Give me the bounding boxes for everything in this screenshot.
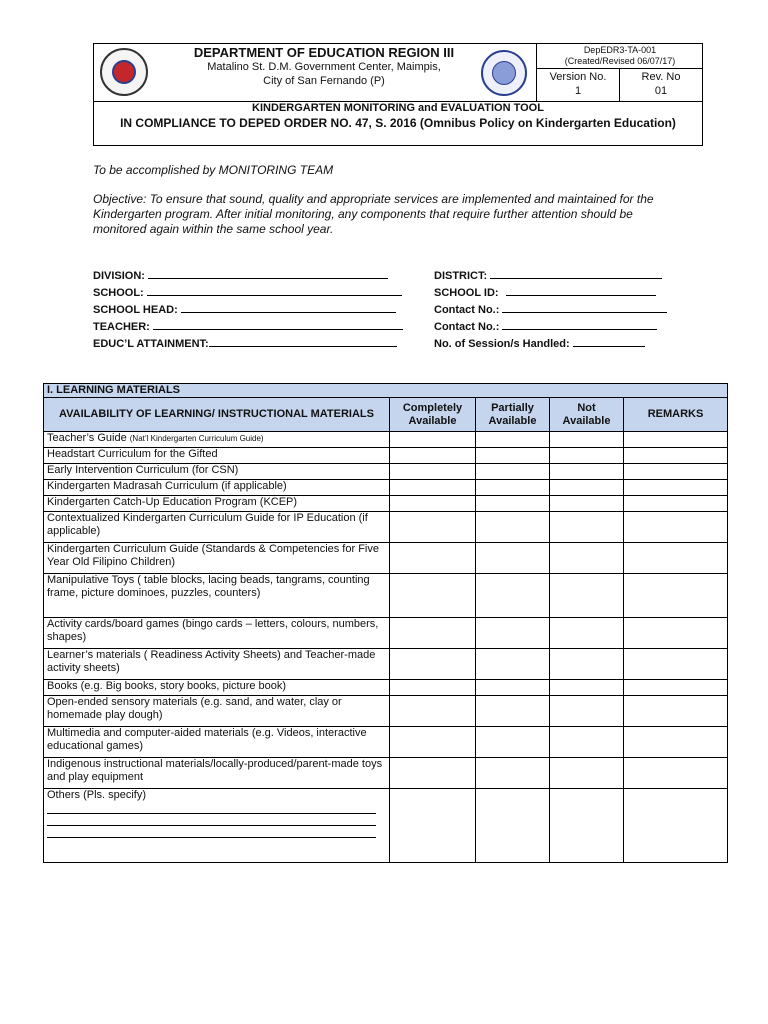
remarks-cell[interactable]	[624, 758, 728, 789]
partially-available-cell[interactable]	[476, 618, 550, 649]
not-available-cell[interactable]	[550, 574, 624, 618]
others-blank-line[interactable]	[47, 807, 376, 814]
completely-available-cell[interactable]	[390, 758, 476, 789]
teacher-input[interactable]	[153, 319, 403, 330]
table-row	[44, 574, 728, 618]
partially-available-cell[interactable]	[476, 649, 550, 680]
remarks-cell[interactable]	[624, 480, 728, 496]
remarks-cell[interactable]	[624, 727, 728, 758]
completely-available-cell[interactable]	[390, 496, 476, 512]
not-available-cell[interactable]	[550, 727, 624, 758]
teacher-label: TEACHER:	[93, 321, 150, 333]
version-cell	[537, 70, 619, 98]
not-available-cell[interactable]	[550, 618, 624, 649]
item-cell: Multimedia and computer-aided materials (e.g. Videos, interactive educational games)	[44, 727, 390, 758]
partially-available-cell[interactable]	[476, 696, 550, 727]
remarks-cell[interactable]	[624, 574, 728, 618]
table-row	[44, 512, 728, 543]
table-row	[44, 464, 728, 480]
partially-available-cell[interactable]	[476, 480, 550, 496]
not-available-cell[interactable]	[550, 432, 624, 448]
not-available-cell[interactable]	[550, 512, 624, 543]
department-name: DEPARTMENT OF EDUCATION REGION III	[193, 45, 455, 60]
remarks-cell[interactable]	[624, 696, 728, 727]
table-row	[44, 696, 728, 727]
completely-available-cell[interactable]	[390, 789, 476, 863]
item-cell: Contextualized Kindergarten Curriculum Guide for IP Education (if applicable)	[44, 512, 390, 543]
school-head-field	[93, 302, 396, 316]
column-header-row	[44, 398, 728, 432]
form-subtitle: IN COMPLIANCE TO DEPED ORDER NO. 47, S. 2016 (Omnibus Policy on Kindergarten Education)	[120, 116, 676, 130]
item-cell: Kindergarten Curriculum Guide (Standards & Competencies for Five Year Old Filipino Children)	[44, 543, 390, 574]
column-header-completely-available: Completely Available	[390, 398, 476, 432]
sessions-field	[434, 336, 645, 350]
version-value: 1	[574, 85, 582, 97]
version-label: Version No.	[549, 71, 607, 83]
district-label: DISTRICT:	[434, 270, 488, 282]
section-header-row	[44, 384, 728, 398]
item-label: Others (Pls. specify)	[47, 789, 147, 801]
remarks-cell[interactable]	[624, 789, 728, 863]
remarks-cell[interactable]	[624, 543, 728, 574]
completely-available-cell[interactable]	[390, 512, 476, 543]
document-code-box	[536, 44, 702, 101]
not-available-cell[interactable]	[550, 649, 624, 680]
completely-available-cell[interactable]	[390, 649, 476, 680]
table-row	[44, 649, 728, 680]
column-header-partially-available: Partially Available	[476, 398, 550, 432]
table-row	[44, 448, 728, 464]
document-code: DepEDR3-TA-001	[583, 45, 657, 55]
instruction-text: To be accomplished by MONITORING TEAM	[93, 163, 334, 177]
partially-available-cell[interactable]	[476, 680, 550, 696]
partially-available-cell[interactable]	[476, 496, 550, 512]
item-cell: Open-ended sensory materials (e.g. sand, and water, clay or homemade play dough)	[44, 696, 390, 727]
completely-available-cell[interactable]	[390, 696, 476, 727]
form-title: KINDERGARTEN MONITORING and EVALUATION TOOL	[252, 102, 544, 114]
table-row	[44, 727, 728, 758]
objective-text: To ensure that sound, quality and appropriate services are implemented and maintained for the Kindergarten program. After initial monitoring, any components that require further attention should be monitored again within the same school year.	[93, 192, 654, 236]
item-cell: Books (e.g. Big books, story books, picture book)	[44, 680, 390, 696]
divider	[537, 68, 703, 69]
partially-available-cell[interactable]	[476, 727, 550, 758]
document-header	[93, 43, 703, 146]
remarks-cell[interactable]	[624, 496, 728, 512]
partially-available-cell[interactable]	[476, 758, 550, 789]
partially-available-cell[interactable]	[476, 448, 550, 464]
school-id-label: SCHOOL ID:	[434, 287, 499, 299]
not-available-cell[interactable]	[550, 543, 624, 574]
educational-attainment-field	[93, 336, 397, 350]
teacher-field	[93, 319, 403, 333]
school-id-field	[434, 285, 656, 299]
item-cell: Learner’s materials ( Readiness Activity Sheets) and Teacher-made activity sheets)	[44, 649, 390, 680]
item-cell: Headstart Curriculum for the Gifted	[44, 448, 390, 464]
not-available-cell[interactable]	[550, 680, 624, 696]
sessions-label: No. of Session/s Handled:	[434, 338, 570, 350]
column-header-materials: AVAILABILITY OF LEARNING/ INSTRUCTIONAL MATERIALS	[44, 398, 390, 432]
remarks-cell[interactable]	[624, 618, 728, 649]
completely-available-cell[interactable]	[390, 543, 476, 574]
partially-available-cell[interactable]	[476, 464, 550, 480]
remarks-cell[interactable]	[624, 649, 728, 680]
table-row	[44, 432, 728, 448]
not-available-cell[interactable]	[550, 464, 624, 480]
completely-available-cell[interactable]	[390, 464, 476, 480]
school-field	[93, 285, 402, 299]
partially-available-cell[interactable]	[476, 543, 550, 574]
item-cell: Activity cards/board games (bingo cards – letters, colours, numbers, shapes)	[44, 618, 390, 649]
item-cell: Manipulative Toys ( table blocks, lacing beads, tangrams, counting frame, picture dominoes, puzzles, counters)	[44, 574, 390, 618]
completely-available-cell[interactable]	[390, 574, 476, 618]
school-id-input[interactable]	[506, 285, 656, 296]
partially-available-cell[interactable]	[476, 789, 550, 863]
revision-cell	[620, 70, 702, 98]
partially-available-cell[interactable]	[476, 432, 550, 448]
division-field	[93, 268, 388, 282]
remarks-cell[interactable]	[624, 464, 728, 480]
table-row	[44, 480, 728, 496]
partially-available-cell[interactable]	[476, 574, 550, 618]
item-note: (Nat’l Kindergarten Curriculum Guide)	[129, 434, 264, 443]
column-header-remarks: REMARKS	[624, 398, 728, 432]
division-input[interactable]	[148, 268, 388, 279]
remarks-cell[interactable]	[624, 512, 728, 543]
address-line-1: Matalino St. D.M. Government Center, Maimpis,	[207, 61, 441, 73]
contact-field-1	[434, 302, 667, 316]
table-row	[44, 618, 728, 649]
school-label: SCHOOL:	[93, 287, 144, 299]
objective-label: Objective:	[93, 192, 147, 206]
item-cell	[44, 432, 390, 448]
not-available-cell[interactable]	[550, 480, 624, 496]
district-field	[434, 268, 662, 282]
learning-materials-table	[43, 383, 728, 863]
table-row	[44, 543, 728, 574]
completely-available-cell[interactable]	[390, 618, 476, 649]
division-label: DIVISION:	[93, 270, 145, 282]
item-cell-others	[44, 789, 390, 863]
table-row	[44, 680, 728, 696]
revision-label: Rev. No	[641, 71, 681, 83]
sessions-input[interactable]	[573, 336, 645, 347]
partially-available-cell[interactable]	[476, 512, 550, 543]
school-input[interactable]	[147, 285, 402, 296]
remarks-cell[interactable]	[624, 680, 728, 696]
others-blank-line[interactable]	[47, 831, 376, 838]
not-available-cell[interactable]	[550, 696, 624, 727]
educational-attainment-label: EDUC’L ATTAINMENT:	[93, 338, 209, 350]
created-date: (Created/Revised 06/07/17)	[564, 56, 676, 66]
deped-region-seal-icon	[100, 48, 148, 96]
item-label: Teacher’s Guide	[47, 432, 130, 444]
remarks-cell[interactable]	[624, 432, 728, 448]
completely-available-cell[interactable]	[390, 727, 476, 758]
table-row	[44, 789, 728, 863]
completely-available-cell[interactable]	[390, 680, 476, 696]
contact-field-2	[434, 319, 657, 333]
section-title: I. LEARNING MATERIALS	[44, 384, 728, 398]
contact-input-1[interactable]	[502, 302, 667, 313]
table-row	[44, 496, 728, 512]
not-available-cell[interactable]	[550, 789, 624, 863]
contact-label-2: Contact No.:	[434, 321, 500, 333]
contact-input-2[interactable]	[502, 319, 657, 330]
completely-available-cell[interactable]	[390, 480, 476, 496]
deped-seal-icon	[481, 50, 527, 96]
item-cell: Early Intervention Curriculum (for CSN)	[44, 464, 390, 480]
school-head-label: SCHOOL HEAD:	[93, 304, 178, 316]
completely-available-cell[interactable]	[390, 448, 476, 464]
educational-attainment-input[interactable]	[209, 336, 397, 347]
item-cell: Indigenous instructional materials/locally-produced/parent-made toys and play equipment	[44, 758, 390, 789]
school-head-input[interactable]	[181, 302, 396, 313]
objective-paragraph	[93, 192, 683, 237]
address-line-2: City of San Fernando (P)	[263, 75, 385, 87]
others-blank-line[interactable]	[47, 819, 376, 826]
not-available-cell[interactable]	[550, 448, 624, 464]
not-available-cell[interactable]	[550, 496, 624, 512]
district-input[interactable]	[490, 268, 662, 279]
column-header-not-available: Not Available	[550, 398, 624, 432]
item-cell: Kindergarten Madrasah Curriculum (if applicable)	[44, 480, 390, 496]
remarks-cell[interactable]	[624, 448, 728, 464]
completely-available-cell[interactable]	[390, 432, 476, 448]
revision-value: 01	[654, 85, 668, 97]
contact-label-1: Contact No.:	[434, 304, 500, 316]
not-available-cell[interactable]	[550, 758, 624, 789]
item-cell: Kindergarten Catch-Up Education Program (KCEP)	[44, 496, 390, 512]
table-row	[44, 758, 728, 789]
